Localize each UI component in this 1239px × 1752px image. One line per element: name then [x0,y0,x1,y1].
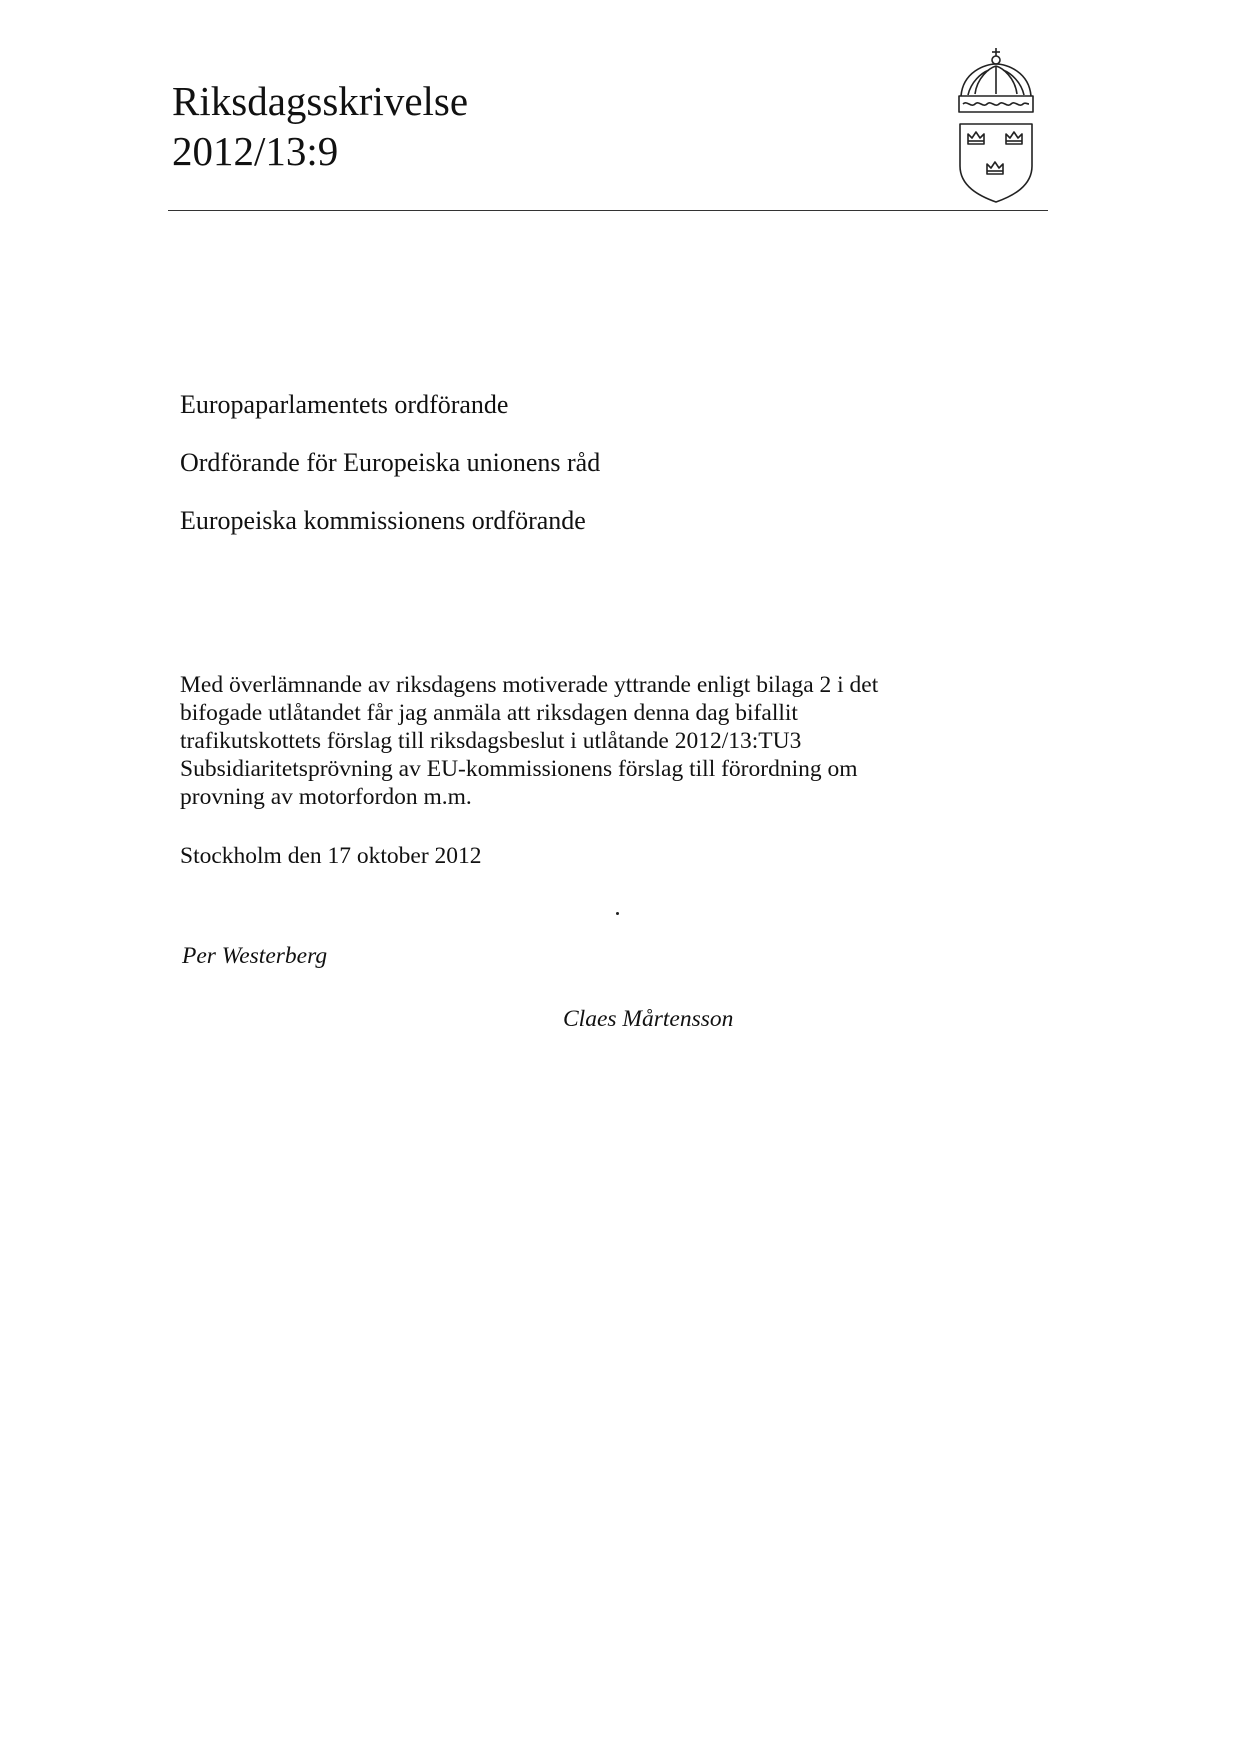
message-line: provning av motorfordon m.m. [180,784,472,810]
message-line: Subsidiaritetsprövning av EU-kommissionens förslag till förordning om [180,756,858,782]
document-number: 2012/13:9 [172,128,339,174]
document-type: Riksdagsskrivelse [172,78,469,124]
place-and-date: Stockholm den 17 oktober 2012 [180,843,482,869]
signature-secretary: Claes Mårtensson [563,1006,734,1032]
recipient-commission: Europeiska kommissionens ordförande [180,506,586,535]
signature-speaker: Per Westerberg [182,943,328,969]
message-body [180,671,960,811]
header-divider [168,210,1048,211]
swedish-coat-of-arms-icon [951,46,1041,206]
document-title [172,76,468,176]
message-line: trafikutskottets förslag till riksdagsbeslut i utlåtande 2012/13:TU3 [180,728,802,754]
recipient-council: Ordförande för Europeiska unionens råd [180,448,601,477]
message-line: Med överlämnande av riksdagens motiverade yttrande enligt bilaga 2 i det [180,672,879,698]
recipient-european-parliament: Europaparlamentets ordförande [180,390,509,419]
scan-speck [616,912,619,915]
recipient-list [180,390,600,564]
message-line: bifogade utlåtandet får jag anmäla att riksdagen denna dag bifallit [180,700,798,726]
